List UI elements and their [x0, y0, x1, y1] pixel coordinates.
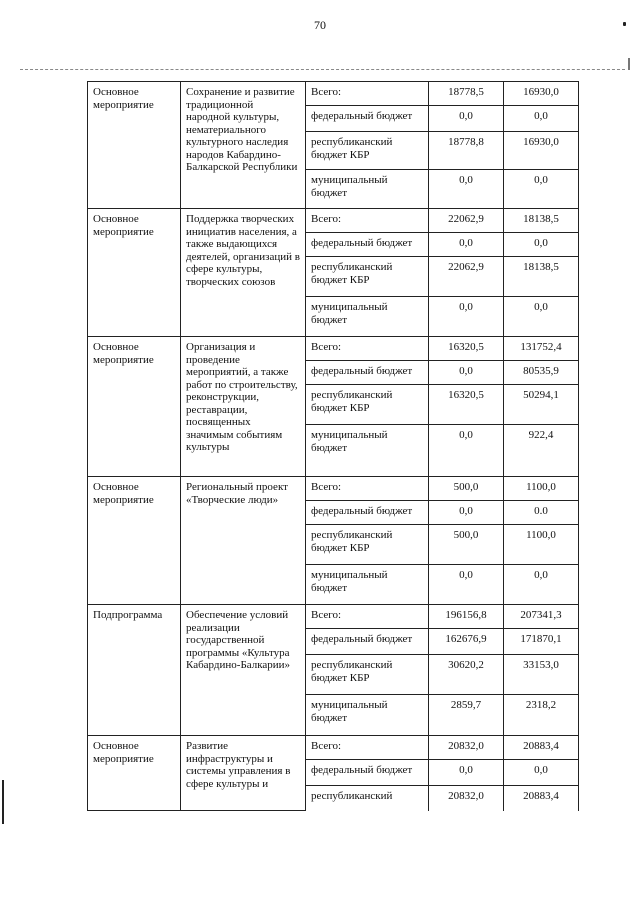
amount-cell-second: 922,4 — [504, 425, 579, 477]
funding-source-cell: федеральный бюджет — [306, 361, 429, 385]
description-cell: Организация и проведение мероприятий, а также работ по строительству, реконструкции, реставрации, посвященных значимым событиям культуры — [181, 337, 306, 477]
amount-cell-first: 16320,5 — [429, 337, 504, 361]
funding-source-cell: федеральный бюджет — [306, 629, 429, 655]
amount-cell-first: 16320,5 — [429, 385, 504, 425]
amount-cell-first: 2859,7 — [429, 695, 504, 736]
amount-cell-second: 20883,4 — [504, 786, 579, 811]
amount-cell-second: 80535,9 — [504, 361, 579, 385]
amount-cell-first: 0,0 — [429, 501, 504, 525]
amount-cell-second: 171870,1 — [504, 629, 579, 655]
amount-cell-second: 18138,5 — [504, 209, 579, 233]
amount-cell-first: 162676,9 — [429, 629, 504, 655]
amount-cell-first: 500,0 — [429, 525, 504, 565]
funding-source-cell: муниципальный бюджет — [306, 297, 429, 337]
amount-cell-first: 500,0 — [429, 477, 504, 501]
funding-source-cell: Всего: — [306, 736, 429, 760]
category-cell: Подпрограмма — [88, 605, 181, 736]
amount-cell-second: 1100,0 — [504, 477, 579, 501]
budget-table — [87, 81, 579, 811]
funding-source-cell: муниципальный бюджет — [306, 170, 429, 209]
funding-source-cell: муниципальный бюджет — [306, 695, 429, 736]
funding-source-cell: федеральный бюджет — [306, 760, 429, 786]
amount-cell-first: 0,0 — [429, 361, 504, 385]
scan-speck — [2, 780, 4, 824]
amount-cell-second: 1100,0 — [504, 525, 579, 565]
budget-table-body — [88, 82, 579, 811]
amount-cell-second: 18138,5 — [504, 257, 579, 297]
funding-source-cell: республиканский бюджет КБР — [306, 132, 429, 170]
funding-source-cell: Всего: — [306, 477, 429, 501]
funding-source-cell: Всего: — [306, 337, 429, 361]
amount-cell-second: 131752,4 — [504, 337, 579, 361]
amount-cell-second: 33153,0 — [504, 655, 579, 695]
scan-rule — [20, 69, 625, 70]
scan-speck — [628, 58, 630, 70]
funding-source-cell: Всего: — [306, 209, 429, 233]
funding-source-cell: муниципальный бюджет — [306, 565, 429, 605]
funding-source-cell: республиканский бюджет КБР — [306, 655, 429, 695]
amount-cell-second: 0,0 — [504, 170, 579, 209]
funding-source-cell: Всего: — [306, 605, 429, 629]
amount-cell-second: 16930,0 — [504, 132, 579, 170]
funding-source-cell: муниципальный бюджет — [306, 425, 429, 477]
category-cell: Основное мероприятие — [88, 736, 181, 811]
description-cell: Развитие инфраструктуры и системы управления в сфере культуры и — [181, 736, 306, 811]
category-cell: Основное мероприятие — [88, 477, 181, 605]
amount-cell-second: 0,0 — [504, 297, 579, 337]
funding-source-cell: федеральный бюджет — [306, 106, 429, 132]
table-row — [88, 82, 579, 106]
amount-cell-first: 20832,0 — [429, 786, 504, 811]
funding-source-cell: республиканский бюджет КБР — [306, 385, 429, 425]
amount-cell-first: 0,0 — [429, 170, 504, 209]
amount-cell-second: 207341,3 — [504, 605, 579, 629]
amount-cell-second: 2318,2 — [504, 695, 579, 736]
amount-cell-first: 0,0 — [429, 565, 504, 605]
amount-cell-first: 18778,5 — [429, 82, 504, 106]
funding-source-cell: федеральный бюджет — [306, 233, 429, 257]
page-number: 70 — [314, 18, 326, 32]
amount-cell-first: 22062,9 — [429, 257, 504, 297]
amount-cell-second: 50294,1 — [504, 385, 579, 425]
amount-cell-first: 0,0 — [429, 233, 504, 257]
amount-cell-first: 0,0 — [429, 425, 504, 477]
scan-speck — [623, 22, 626, 26]
funding-source-cell: федеральный бюджет — [306, 501, 429, 525]
amount-cell-first: 0,0 — [429, 760, 504, 786]
table-row — [88, 736, 579, 760]
table-row — [88, 337, 579, 361]
amount-cell-second: 16930,0 — [504, 82, 579, 106]
amount-cell-second: 0,0 — [504, 565, 579, 605]
table-row — [88, 605, 579, 629]
description-cell: Региональный проект «Творческие люди» — [181, 477, 306, 605]
amount-cell-first: 196156,8 — [429, 605, 504, 629]
amount-cell-second: 0,0 — [504, 106, 579, 132]
amount-cell-first: 30620,2 — [429, 655, 504, 695]
table-row — [88, 209, 579, 233]
description-cell: Поддержка творческих инициатив населения, а также выдающихся деятелей, организаций в сфере культуры, творческих союзов — [181, 209, 306, 337]
amount-cell-first: 20832,0 — [429, 736, 504, 760]
funding-source-cell: республиканский бюджет КБР — [306, 257, 429, 297]
amount-cell-second: 0,0 — [504, 233, 579, 257]
funding-source-cell: Всего: — [306, 82, 429, 106]
amount-cell-first: 18778,8 — [429, 132, 504, 170]
funding-source-cell: республиканский бюджет КБР — [306, 525, 429, 565]
description-cell: Сохранение и развитие традиционной народной культуры, нематериального культурного наследия народов Кабардино-Балкарской Республики — [181, 82, 306, 209]
amount-cell-second: 0,0 — [504, 760, 579, 786]
category-cell: Основное мероприятие — [88, 209, 181, 337]
description-cell: Обеспечение условий реализации государственной программы «Культура Кабардино-Балкарии» — [181, 605, 306, 736]
amount-cell-second: 20883,4 — [504, 736, 579, 760]
funding-source-cell: республиканский — [306, 786, 429, 811]
table-row — [88, 477, 579, 501]
amount-cell-first: 0,0 — [429, 106, 504, 132]
amount-cell-second: 0.0 — [504, 501, 579, 525]
amount-cell-first: 22062,9 — [429, 209, 504, 233]
category-cell: Основное мероприятие — [88, 82, 181, 209]
amount-cell-first: 0,0 — [429, 297, 504, 337]
category-cell: Основное мероприятие — [88, 337, 181, 477]
